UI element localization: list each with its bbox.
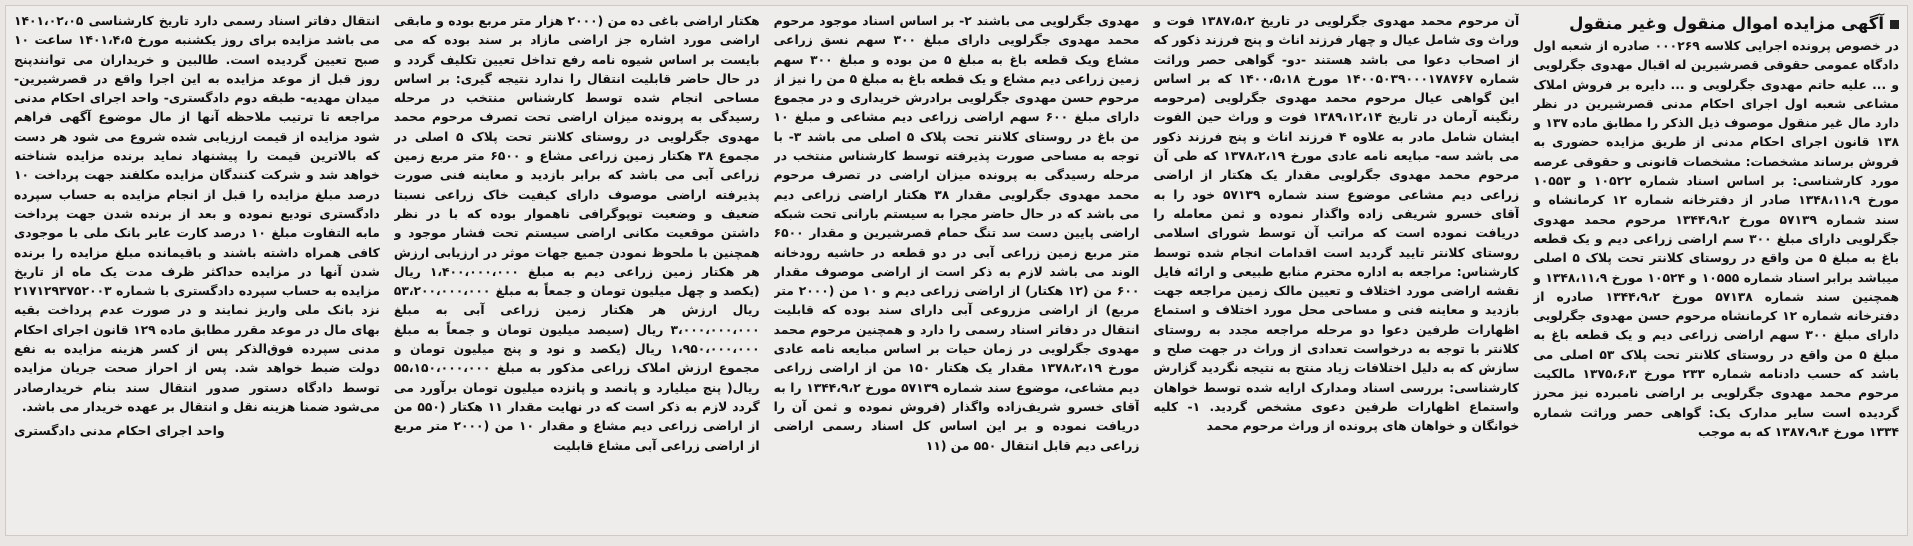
notice-columns	[14, 12, 1899, 529]
notice-paragraph: هکتار اراضی باغی ده من (۲۰۰۰ هزار متر مربع بوده و مابقی اراضی مورد اشاره جز اراضی مازاد بر سند بوده که می بایست بر اساس شیوه نامه رفع تداخل تعیین تکلیف گردد و در حال حاضر قابلیت انتقال را ندارد نتیجه گیری: بر اساس مساحی انجام شده توسط کارشناس منتخب در مرحله رسیدگی به پرونده میزان اراضی تحت تصرف مرحوم محمد مهدوی جگرلویی در روستای کلانتر تحت پلاک ۵ اصلی در مجموع ۳۸ هکتار زمین زراعی مشاع و ۶۵۰۰ متر مربع زمین زراعی آبی می باشد که برابر بازدید و معاینه فنی صورت پذیرفته اراضی موصوف دارای کیفیت خاک زراعی نسبتا ضعیف و وضعیت توپوگرافی ناهموار بوده که با در نظر داشتن موقعیت مکانی اراضی سیستم تحت فشار موجود و همچنین با ملحوظ نمودن جمیع جهات موثر در ارزیابی ارزش هر هکتار زمین زراعی دیم به مبلغ ۱،۴۰۰،۰۰۰،۰۰۰ ریال (یکصد و چهل میلیون تومان و جمعاً به مبلغ ۵۳،۲۰۰،۰۰۰،۰۰۰ ریال ارزش هر هکتار زمین زراعی آبی به مبلغ ۳،۰۰۰،۰۰۰،۰۰۰ ریال (سیصد میلیون تومان و جمعاً به مبلغ ۱،۹۵۰،۰۰۰،۰۰۰ ریال (یکصد و نود و پنج میلیون تومان و مجموع ارزش املاک زراعی مذکور به مبلغ ۵۵،۱۵۰،۰۰۰،۰۰۰ ریال( پنج میلیارد و پانصد و پانزده میلیون تومان برآورد می گردد لازم به ذکر است که در نهایت مقدار ۱۱ هکتار (۵۵۰ من از اراضی زراعی دیم مشاع و مقدار ۱۰ من (۲۰۰۰ متر مربع از اراضی زراعی آبی مشاع قابلیت	[393, 14, 760, 453]
notice-column-4	[394, 12, 760, 529]
notice-paragraph: آن مرحوم محمد مهدوی جگرلویی در تاریخ ۱۳۸۷،۵،۲ فوت و وراث وی شامل عیال و چهار فرزند اناث و پنج فرزند ذکور که از اصحاب دعوا می باشد هستند -دو- گواهی حصر وراثت شماره ۱۴۰۰۵۰۳۹۰۰۰۱۷۸۷۶۷ مورخ ۱۴۰۰،۵،۱۸ که بر اساس این گواهی عیال مرحوم محمد مهدوی جگرلویی (مرحومه رنگینه آرمان در تاریخ ۱۳۸۹،۱۲،۱۴ فوت و وراث حین الفوت ایشان شامل مادر به علاوه ۴ فرزند اناث و پنج فرزند ذکور می باشد سه- مبایعه نامه عادی مورخ ۱۳۷۸،۲،۱۹ که طی آن مرحوم محمد مهدوی جگرلویی مقدار یک هکتار از اراضی زراعی دیم مشاعی موضوع سند شماره ۵۷۱۳۹ خود را به آقای خسرو شریفی زاده واگذار نموده و ثمن معامله را دریافت نموده است که مراتب آن توسط شورای اسلامی روستای کلانتر تایید گردید است اقدامات انجام شده توسط کارشناس: مراجعه به اداره محترم منابع طبیعی و ارائه فایل نقشه اراضی مورد اختلاف و تعیین مالک زمین مراجعه جهت بازدید و معاینه فنی و مساحی محل مورد اختلاف و استماع اظهارات طرفین دعوا دو مرحله مراجعه مجدد به روستای کلانتر با توجه به درخواست تعدادی از وراث در جهت صلح و سازش که به دلیل اختلافات زیاد منتج به نتیجه نگردید گزارش کارشناسی: بررسی اسناد ومدارک ارایه شده توسط خواهان واستماع اظهارات طرفین دعوی مشخص گردید. ۱- کلیه خوانگان و خواهان های پرونده از وراث مرحوم محمد	[1153, 14, 1520, 434]
notice-paragraph: در خصوص پرونده اجرایی کلاسه ۰۰۰۲۶۹ صادره از شعبه اول دادگاه عمومی حقوقی قصرشیرین له اقبال مهدوی جگرلویی و ... علیه حاتم مهدوی جگرلویی و ... دایره بر فروش املاک مشاعی شعبه اول اجرای احکام مدنی قصرشیرین در نظر دارد مال غیر منقول موصوف ذیل الذکر را مطابق ماده ۱۳۷ و ۱۳۸ قانون اجرای احکام مدنی از طریق مزایده حضوری به فروش برساند مشخصات: مشخصات قانونی و حقوقی عرصه مورد کارشناسی: بر اساس اسناد شماره ۱۰۵۲۲ و ۱۰۵۵۳ مورخ ۱۳۴۸،۱۱،۹ صادر از دفترخانه شماره ۱۲ کرمانشاه و سند شماره ۵۷۱۳۹ مورخ ۱۳۴۴،۹،۲ مرحوم محمد مهدوی جگرلویی دارای مبلغ ۳۰۰ سم اراضی زراعی دیم و یک قطعه باغ به مبلغ ۵ من واقع در روستای کلانتر تحت پلاک ۵ اصلی میباشد برابر اسناد شماره ۱۰۵۵۵ و ۱۰۵۲۴ مورخ ۱۳۴۸،۱۱،۹ و همچنین سند شماره ۵۷۱۳۸ مورخ ۱۳۴۴،۹،۲ صادره از دفترخانه شماره ۱۲ کرمانشاه مرحوم حسن مهدوی جگرلویی دارای مبلغ ۳۰۰ سهم اراضی زراعی دیم و یک قطعه باغ به مبلغ ۵ من واقع در روستای کلانتر تحت پلاک ۵۳ اصلی می باشد که حسب دادنامه شماره ۲۳۳ مورخ ۱۳۷۵،۶،۳ مالکیت مرحوم محمد مهدوی جگرلویی بر اراضی نامبرده نیز محرز گردیده است سایر مدارک یک: گواهی حصر وراثت شماره ۱۳۳۴ مورخ ۱۳۸۷،۹،۴ که به موجب	[1533, 39, 1899, 439]
notice-column-1	[1533, 12, 1899, 529]
notice-title	[1533, 12, 1899, 36]
auction-notice	[5, 5, 1908, 536]
notice-paragraph: انتقال دفاتر اسناد رسمی دارد تاریخ کارشناسی ۱۴۰۱،۰۲،۰۵ می باشد مزایده برای روز یکشنبه مورخ ۱۴۰۱،۴،۵ ساعت ۱۰ صبح تعیین گردیده است. طالبین و خریداران می توانندپنج روز قبل از موعد مزایده به این اجرا واقع در قصرشیرین- میدان مهدیه- طبقه دوم دادگستری- واحد اجرای احکام مدنی مراجعه تا ترتیب ملاحظه آنها از مال موضوع آگهی فراهم شود مزایده از قیمت ارزیابی شده شروع می شود هر دست که بالاترین قیمت را پیشنهاد نماید برنده مزایده شناخته خواهد شد و شرکت کنندگان مزایده مکلفند جهت پرداخت ۱۰ درصد مبلغ مزایده را قبل از انجام مزایده به حساب سپرده دادگستری تودیع نموده و بعد از برنده شدن جهت پرداخت مابه التفاوت مبلغ ۱۰ درصد کارت عابر بانک ملی با موجودی کافی همراه داشته باشند و باقیمانده مبلغ مزایده را برنده شدن آنها در مزایده حداکثر ظرف مدت یک ماه از تاریخ مزایده به حساب سپرده دادگستری با شماره ۲۱۷۱۲۹۳۷۵۲۰۰۳ نزد بانک ملی واریز نمایند و در صورت عدم پرداخت بقیه بهای مال در موعد مقرر مطابق ماده ۱۲۹ قانون اجرای احکام مدنی سپرده فوق‌الذکر پس از کسر هزینه مزایده به نفع دولت ضبط خواهد شد. پس از احراز صحت جریان مزایده توسط دادگاه دستور صدور انتقال سند بنام خریدارصادر می‌شود ضمنا هزینه نقل و انتقال بر عهده خریدار می باشد.	[14, 14, 380, 414]
notice-paragraph: مهدوی جگرلویی می باشند ۲- بر اساس اسناد موجود مرحوم محمد مهدوی جگرلویی دارای مبلغ ۳۰۰ سهم نسق زراعی مشاع ویک قطعه باغ به مبلغ ۵ من بوده و مبلغ ۳۰۰ سهم زمین زراعی دیم مشاع و یک قطعه باغ به مبلغ ۵ من را نیز از مرحوم حسن مهدوی جگرلویی برادرش خریداری و در مجموع دارای مبلغ ۶۰۰ سهم اراضی زراعی دیم مشاعی و مبلغ ۱۰ من باغ در روستای کلانتر تحت پلاک ۵ اصلی می باشد ۳- با توجه به مساحی صورت پذیرفته توسط کارشناس منتخب در مرحله رسیدگی به پرونده میزان اراضی در تصرف مرحوم محمد مهدوی جگرلویی مقدار ۳۸ هکتار اراضی زراعی دیم می باشد که در حال حاضر مجرا به سیستم بارانی تحت شبکه اراضی پایین دست سد تنگ حمام قصرشیرین و مقدار ۶۵۰۰ متر مربع زمین زراعی آبی در دو قطعه در حاشیه رودخانه الوند می باشد لازم به ذکر است از اراضی موصوف مقدار ۶۰۰ من (۱۲ هکتار) از اراضی زراعی دیم و ۱۰ من (۲۰۰۰ متر مربع) از اراضی مزروعی آبی دارای سند بوده که قابلیت انتقال در دفاتر اسناد رسمی را دارد و همچنین مرحوم محمد مهدوی جگرلویی در زمان حیات بر اساس مبایعه نامه عادی مورخ ۱۳۷۸،۲،۱۹ مقدار یک هکتار ۱۵۰ من از اراضی زراعی دیم مشاعی، موضوع سند شماره ۵۷۱۳۹ مورخ ۱۳۴۴،۹،۲ را به آقای خسرو شریف‌زاده واگذار (فروش نموده و ثمن آن را دریافت نموده و بر این اساس کل اسناد رسمی اراضی زراعی دیم قابل انتقال ۵۵۰ من (۱۱	[773, 14, 1140, 453]
bullet-square-icon	[1890, 20, 1899, 29]
notice-column-2	[1153, 12, 1519, 529]
notice-column-3	[774, 12, 1140, 529]
notice-signature: واحد اجرای احکام مدنی دادگستری	[14, 423, 225, 439]
notice-title-text: آگهی مزایده اموال منقول وغیر منقول	[1569, 14, 1884, 33]
notice-column-5	[14, 12, 380, 529]
